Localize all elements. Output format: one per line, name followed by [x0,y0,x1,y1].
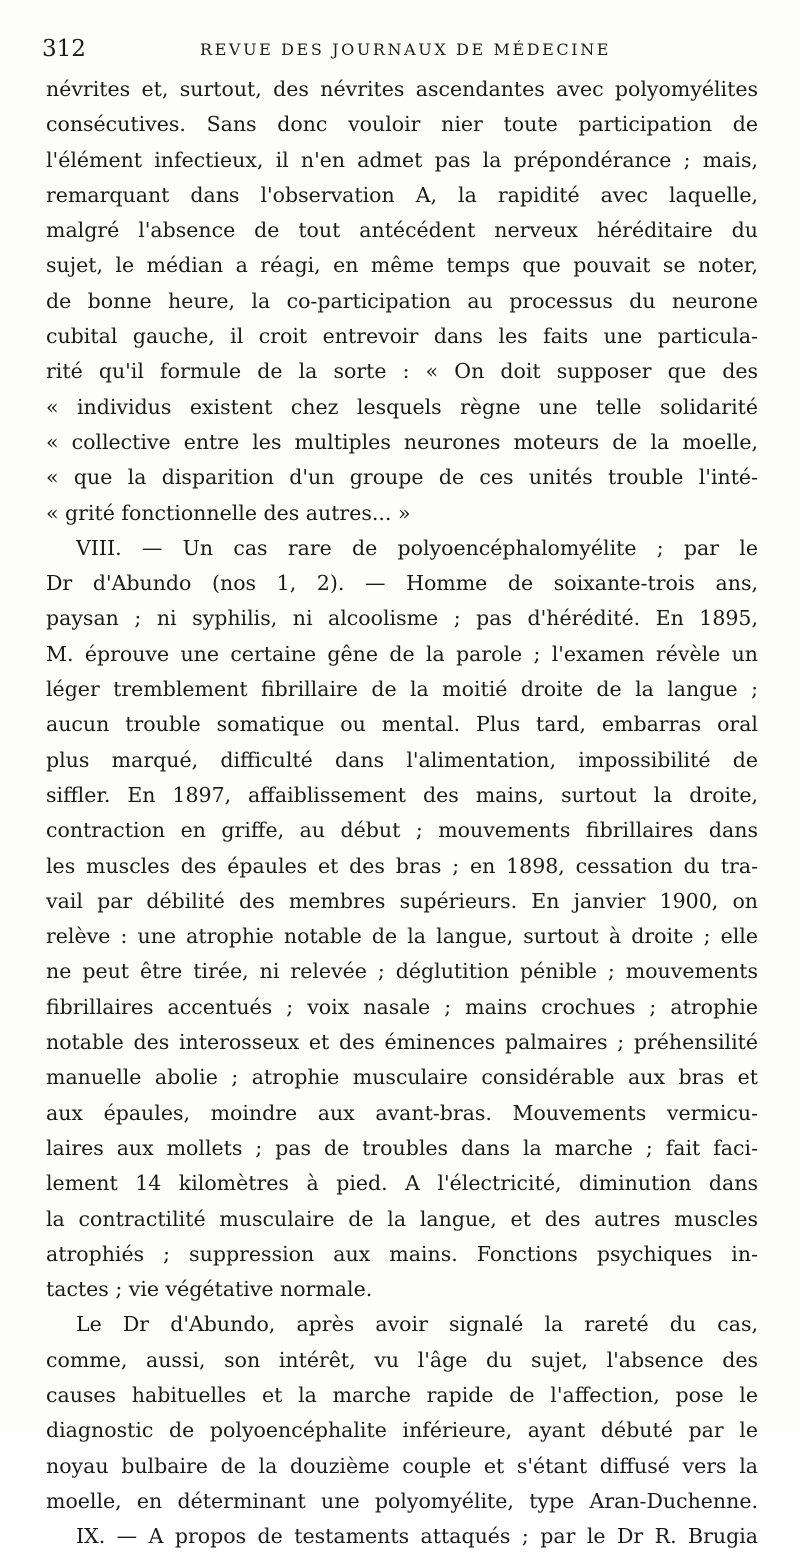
text-line: lement 14 kilomètres à pied. A l'électricité, diminution dans [46,1171,758,1196]
text-line: rité qu'il formule de la sorte : « On doit supposer que des [46,359,758,384]
text-line: de bonne heure, la co-participation au processus du neurone [46,288,758,313]
text-line: ne peut être tirée, ni relevée ; déglutition pénible ; mouvements [46,959,758,984]
text-line: relève : une atrophie notable de la langue, surtout à droite ; elle [46,924,758,949]
text-line: moelle, en déterminant une polyomyélite, type Aran-Duchenne. [46,1488,758,1513]
text-line: manuelle abolie ; atrophie musculaire considérable aux bras et [46,1065,758,1090]
text-line: névrites et, surtout, des névrites ascendantes avec polyomyélites [46,77,758,101]
text-line: causes habituelles et la marche rapide de l'affection, pose le [46,1382,758,1407]
text-line: cubital gauche, il croit entrevoir dans les faits une particula- [46,324,758,349]
text-line: « collective entre les multiples neurones moteurs de la moelle, [46,429,758,454]
text-line: léger tremblement fibrillaire de la moitié droite de la langue ; [46,677,758,702]
text-line: remarquant dans l'observation A, la rapidité avec laquelle, [46,182,758,207]
text-line: VIII. — Un cas rare de polyoencéphalomyélite ; par le [76,535,758,560]
text-line: « individus existent chez lesquels règne une telle solidarité [46,394,758,419]
text-line: consécutives. Sans donc vouloir nier toute participation de [46,112,758,137]
text-line: Dr d'Abundo (nos 1, 2). — Homme de soixante-trois ans, [46,571,758,596]
text-line: noyau bulbaire de la douzième couple et s'étant diffusé vers la [46,1453,758,1478]
text-line: aux épaules, moindre aux avant-bras. Mouvements vermicu- [46,1100,758,1125]
text-line: la contractilité musculaire de la langue, et des autres muscles [46,1206,758,1231]
text-line: les muscles des épaules et des bras ; en 1898, cessation du tra- [46,853,758,878]
text-line: vail par débilité des membres supérieurs. En janvier 1900, on [46,888,758,913]
page-number: 312 [42,36,86,62]
text-line: malgré l'absence de tout antécédent nerveux héréditaire du [46,218,758,243]
text-line: laires aux mollets ; pas de troubles dans la marche ; fait faci- [46,1135,758,1160]
text-line: paysan ; ni syphilis, ni alcoolisme ; pas d'hérédité. En 1895, [46,606,758,631]
running-head: REVUE DES JOURNAUX DE MÉDECINE [200,40,612,59]
text-line: tactes ; vie végétative normale. [46,1277,373,1302]
text-line: atrophiés ; suppression aux mains. Fonctions psychiques in- [46,1241,758,1266]
text-line: plus marqué, difficulté dans l'alimentation, impossibilité de [46,747,758,772]
body-text [46,72,758,1554]
text-line: Le Dr d'Abundo, après avoir signalé la rareté du cas, [76,1312,758,1337]
text-line: notable des interosseux et des éminences palmaires ; préhensilité [46,1030,758,1055]
text-line: siffler. En 1897, affaiblissement des mains, surtout la droite, [46,782,758,807]
text-line: l'élément infectieux, il n'en admet pas la prépondérance ; mais, [46,147,758,172]
text-line: « que la disparition d'un groupe de ces unités trouble l'inté- [46,465,758,490]
page-header [42,36,754,70]
text-line: M. éprouve une certaine gêne de la parole ; l'examen révèle un [46,641,758,666]
text-line: diagnostic de polyoencéphalite inférieure, ayant débuté par le [46,1418,758,1443]
text-line: fibrillaires accentués ; voix nasale ; mains crochues ; atrophie [46,994,758,1019]
text-line: contraction en griffe, au début ; mouvements fibrillaires dans [46,818,758,843]
text-line: IX. — A propos de testaments attaqués ; par le Dr R. Brugia [76,1524,758,1549]
text-line: « grité fonctionnelle des autres... » [46,500,411,525]
text-line: comme, aussi, son intérêt, vu l'âge du sujet, l'absence des [46,1347,758,1372]
text-line: aucun trouble somatique ou mental. Plus tard, embarras oral [46,712,758,737]
text-line: sujet, le médian a réagi, en même temps que pouvait se noter, [46,253,758,278]
